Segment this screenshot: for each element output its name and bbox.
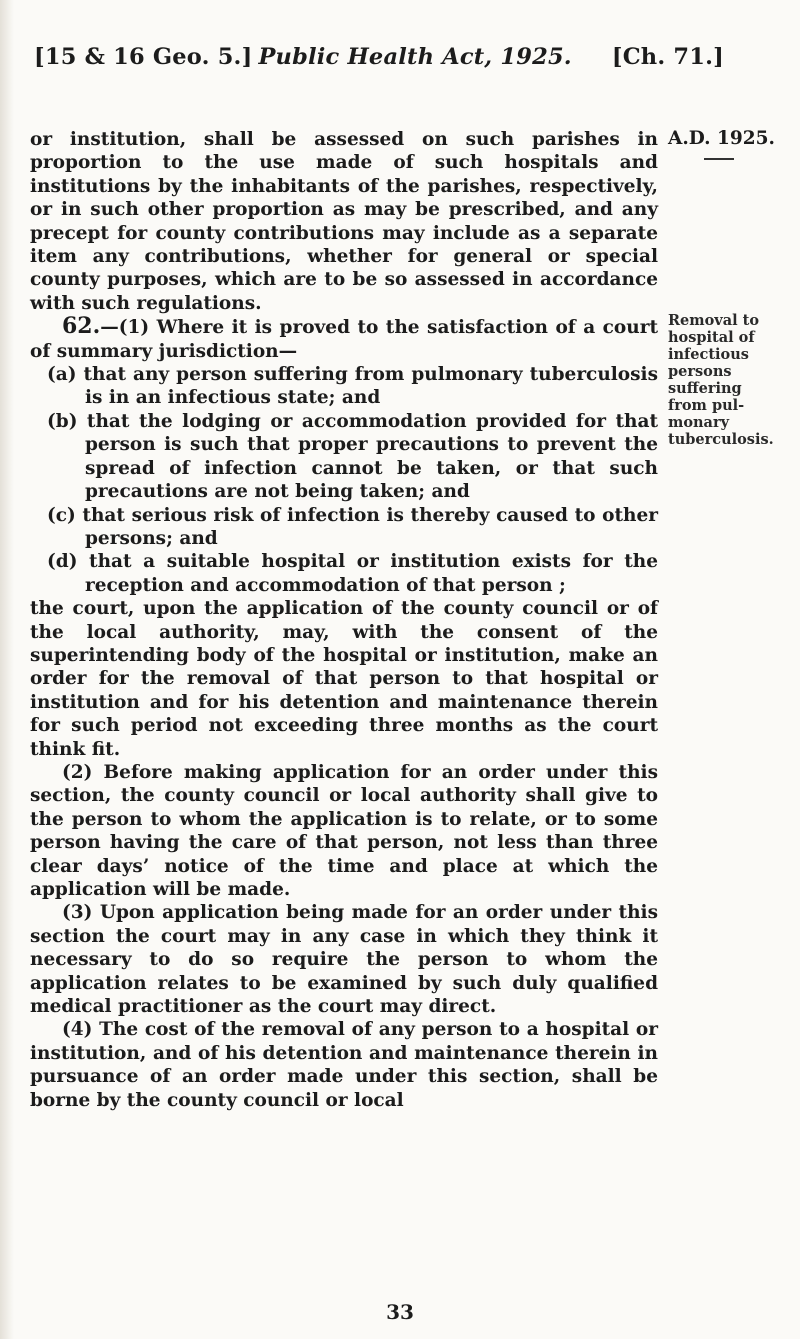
clause-c: (c) that serious risk of infection is thereby caused to other persons; and: [47, 504, 658, 549]
regnal-reference: [15 & 16 Geo. 5.]: [34, 44, 253, 70]
page-edge-shadow: [0, 0, 14, 1339]
side-note-rule: [704, 158, 734, 160]
marginal-note-line: Removal to: [668, 312, 760, 329]
running-header: [34, 44, 754, 70]
marginal-note-line: hospital of: [668, 329, 755, 346]
page-number: 33: [386, 1300, 414, 1324]
marginal-note-line: from pul-: [668, 397, 745, 414]
subsection-4: (4) The cost of the removal of any person to a hospital or institution, and of his detention and maintenance therein in pursuance of an order made under this section, shall be borne by the county council or local: [30, 1019, 658, 1111]
clause-b: (b) that the lodging or accommodation provided for that person is such that proper precautions to prevent the spread of infection cannot be taken, or that such precautions are not being taken; and: [47, 410, 658, 503]
marginal-note-line: persons: [668, 363, 732, 380]
marginal-note-line: suffering: [668, 380, 742, 397]
section-62-conclusion: the court, upon the application of the county council or of the local authority, may, with the consent of the superintending body of the hospital or institution, make an order for the removal of that person to that hospital or institution and for his detention and maintenance therein for such period not exceeding three months as the court think fit.: [30, 598, 658, 760]
marginal-note-line: tuberculosis.: [668, 431, 774, 448]
marginal-note: [668, 312, 798, 448]
clause-a: (a) that any person suffering from pulmonary tuberculosis is in an infectious state; and: [47, 364, 658, 409]
marginal-note-line: infectious: [668, 346, 749, 363]
continued-paragraph: or institution, shall be assessed on such parishes in proportion to the use made of such hospitals and institutions by the inhabitants of the parishes, respectively, or in such other proportion as may be prescribed, and any precept for county contributions may include as a separate item any contributions, whether for general or special county purposes, which are to be so assessed in accordance with such regulations.: [30, 129, 658, 314]
section-62-intro: [30, 315, 658, 363]
act-title: Public Health Act, 1925.: [258, 44, 572, 70]
subsection-3: (3) Upon application being made for an order under this section the court may in any case in which they think it necessary to do so require the person to whom the application relates to be examined by such duly qualified medical practitioner as the court may direct.: [30, 902, 658, 1018]
section-62-intro-text: —(1) Where it is proved to the satisfaction of a court of summary jurisdiction—: [30, 317, 658, 362]
statute-text: [30, 128, 658, 1112]
subsection-2: (2) Before making application for an order under this section, the county council or local authority shall give to the person to whom the application is to relate, or to some person having the care of that person, not less than three clear days’ notice of the time and place at which the application will be made.: [30, 761, 658, 900]
clause-d: (d) that a suitable hospital or institution exists for the reception and accommodation of that person ;: [47, 551, 658, 596]
marginal-note-line: monary: [668, 414, 730, 431]
side-note-year: A.D. 1925.: [668, 128, 775, 149]
chapter-reference: [Ch. 71.]: [611, 44, 725, 70]
section-number: 62.: [62, 313, 101, 340]
